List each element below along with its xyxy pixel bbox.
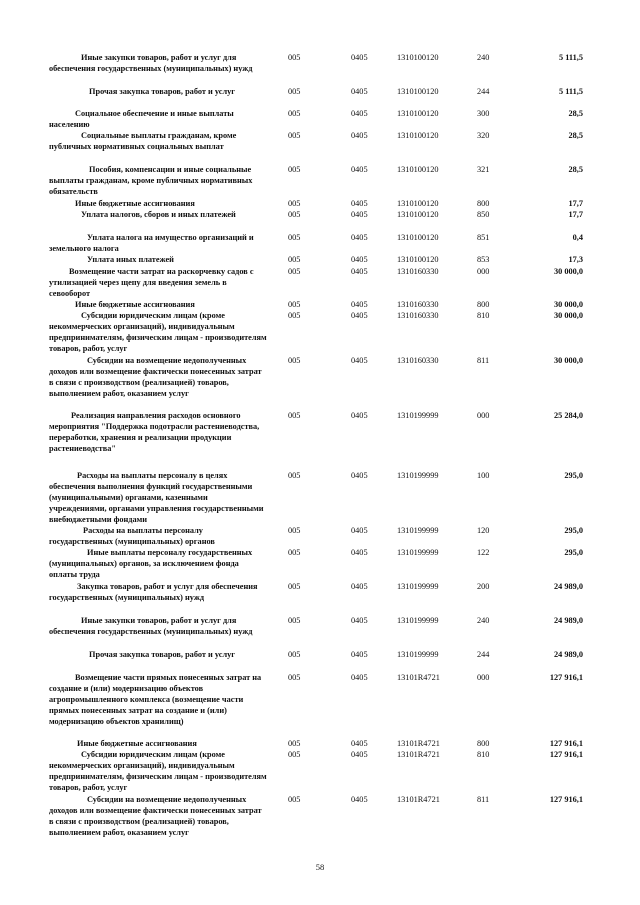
row-name: Социальное обеспечение и иные выплаты населению xyxy=(49,109,234,129)
row-amount: 5 111,5 xyxy=(559,87,583,96)
row-code-c3: 1310100120 xyxy=(397,199,439,208)
row-code-c4: 800 xyxy=(477,300,490,309)
row-code-c3: 1310100120 xyxy=(397,109,439,118)
row-code-c4: 000 xyxy=(477,267,490,276)
row-amount: 17,3 xyxy=(568,255,583,264)
row-code-c4: 122 xyxy=(477,548,490,557)
row-code-c1: 005 xyxy=(288,165,301,174)
row-code-c2: 0405 xyxy=(351,311,368,320)
row-code-c3: 13101R4721 xyxy=(397,739,440,748)
row-name: Возмещение части затрат на раскорчевку садов с утилизацией через щепу для введения земель в севооборот xyxy=(49,267,254,298)
row-code-c3: 13101R4721 xyxy=(397,673,440,682)
row-code-c1: 005 xyxy=(288,109,301,118)
row-code-c2: 0405 xyxy=(351,300,368,309)
row-code-c1: 005 xyxy=(288,233,301,242)
row-code-c1: 005 xyxy=(288,750,301,759)
row-code-c4: 811 xyxy=(477,356,490,365)
row-name: Иные бюджетные ассигнования xyxy=(75,199,195,208)
row-code-c2: 0405 xyxy=(351,356,368,365)
row-code-c3: 1310100120 xyxy=(397,53,439,62)
row-code-c3: 1310100120 xyxy=(397,255,439,264)
row-code-c1: 005 xyxy=(288,311,301,320)
row-code-c3: 1310160330 xyxy=(397,300,439,309)
row-code-c3: 1310199999 xyxy=(397,526,439,535)
row-name: Субсидии на возмещение недополученных доходов или возмещение фактически понесенных затрат в связи с производством (реализацией) товаров, выполнением работ, оказанием услуг xyxy=(49,795,262,837)
row-code-c2: 0405 xyxy=(351,267,368,276)
row-code-c1: 005 xyxy=(288,650,301,659)
row-amount: 295,0 xyxy=(564,526,583,535)
row-code-c3: 1310199999 xyxy=(397,616,439,625)
row-code-c3: 1310160330 xyxy=(397,356,439,365)
row-name: Уплата иных платежей xyxy=(87,255,174,264)
row-code-c2: 0405 xyxy=(351,673,368,682)
row-code-c3: 1310100120 xyxy=(397,233,439,242)
row-amount: 25 284,0 xyxy=(553,411,583,420)
row-code-c1: 005 xyxy=(288,411,301,420)
row-name: Иные бюджетные ассигнования xyxy=(75,300,195,309)
row-code-c1: 005 xyxy=(288,53,301,62)
row-code-c1: 005 xyxy=(288,131,301,140)
row-code-c4: 240 xyxy=(477,616,490,625)
row-code-c1: 005 xyxy=(288,616,301,625)
row-code-c1: 005 xyxy=(288,210,301,219)
row-amount: 24 989,0 xyxy=(553,582,583,591)
row-name: Расходы на выплаты персоналу государственных (муниципальных) органов xyxy=(49,526,215,546)
row-code-c1: 005 xyxy=(288,471,301,480)
row-name: Субсидии юридическим лицам (кроме некоммерческих организаций), индивидуальным предпринимателям, физическим лицам - производителям товаров, работ, услуг xyxy=(49,750,267,792)
row-name: Субсидии на возмещение недополученных доходов или возмещение фактически понесенных затрат в связи с производством (реализацией) товаров, выполнением работ, оказанием услуг xyxy=(49,356,262,398)
row-code-c4: 811 xyxy=(477,795,490,804)
row-code-c1: 005 xyxy=(288,795,301,804)
row-code-c2: 0405 xyxy=(351,582,368,591)
row-code-c3: 1310100120 xyxy=(397,131,439,140)
row-amount: 127 916,1 xyxy=(549,739,583,748)
row-code-c1: 005 xyxy=(288,87,301,96)
row-code-c1: 005 xyxy=(288,548,301,557)
row-code-c1: 005 xyxy=(288,255,301,264)
row-code-c4: 810 xyxy=(477,311,490,320)
row-amount: 0,4 xyxy=(572,233,583,242)
row-code-c3: 1310100120 xyxy=(397,87,439,96)
row-code-c4: 321 xyxy=(477,165,490,174)
row-amount: 30 000,0 xyxy=(553,356,583,365)
row-code-c4: 100 xyxy=(477,471,490,480)
row-code-c4: 000 xyxy=(477,411,490,420)
row-code-c3: 13101R4721 xyxy=(397,750,440,759)
row-name: Иные бюджетные ассигнования xyxy=(77,739,197,748)
row-code-c2: 0405 xyxy=(351,526,368,535)
row-code-c2: 0405 xyxy=(351,199,368,208)
row-amount: 28,5 xyxy=(568,165,583,174)
row-code-c1: 005 xyxy=(288,199,301,208)
row-name: Уплата налога на имущество организаций и земельного налога xyxy=(49,233,254,253)
row-code-c2: 0405 xyxy=(351,650,368,659)
row-code-c3: 1310199999 xyxy=(397,548,439,557)
row-code-c2: 0405 xyxy=(351,548,368,557)
row-code-c3: 1310199999 xyxy=(397,411,439,420)
row-amount: 127 916,1 xyxy=(549,673,583,682)
row-code-c1: 005 xyxy=(288,267,301,276)
row-code-c2: 0405 xyxy=(351,255,368,264)
row-code-c2: 0405 xyxy=(351,165,368,174)
row-amount: 295,0 xyxy=(564,548,583,557)
row-amount: 127 916,1 xyxy=(549,795,583,804)
row-code-c2: 0405 xyxy=(351,411,368,420)
row-code-c4: 320 xyxy=(477,131,490,140)
row-code-c4: 810 xyxy=(477,750,490,759)
row-name: Реализация направления расходов основного мероприятия "Поддержка подотрасли растениеводства, переработки, хранения и реализации продукции растениеводства" xyxy=(49,411,260,453)
row-name: Прочая закупка товаров, работ и услуг xyxy=(89,87,236,96)
row-name: Возмещение части прямых понесенных затрат на создание и (или) модернизацию объектов агропромышленного комплекса (возмещение части прямых понесенных затрат на создание и (или) модернизацию объектов хранилищ) xyxy=(49,673,262,726)
row-code-c4: 200 xyxy=(477,582,490,591)
row-code-c4: 300 xyxy=(477,109,490,118)
row-code-c2: 0405 xyxy=(351,109,368,118)
row-amount: 28,5 xyxy=(568,109,583,118)
row-code-c3: 1310100120 xyxy=(397,165,439,174)
row-code-c2: 0405 xyxy=(351,53,368,62)
row-code-c4: 850 xyxy=(477,210,490,219)
row-amount: 17,7 xyxy=(568,210,583,219)
row-name: Иные закупки товаров, работ и услуг для обеспечения государственных (муниципальных) нужд xyxy=(49,616,253,636)
row-code-c4: 120 xyxy=(477,526,490,535)
row-amount: 24 989,0 xyxy=(553,650,583,659)
row-code-c4: 244 xyxy=(477,650,490,659)
row-code-c3: 1310199999 xyxy=(397,582,439,591)
page-number: 58 xyxy=(315,862,325,872)
row-code-c3: 1310160330 xyxy=(397,311,439,320)
row-code-c4: 800 xyxy=(477,739,490,748)
row-code-c1: 005 xyxy=(288,673,301,682)
row-amount: 28,5 xyxy=(568,131,583,140)
row-code-c1: 005 xyxy=(288,526,301,535)
row-name: Иные закупки товаров, работ и услуг для обеспечения государственных (муниципальных) нужд xyxy=(49,53,253,73)
row-code-c4: 800 xyxy=(477,199,490,208)
row-amount: 17,7 xyxy=(568,199,583,208)
row-amount: 30 000,0 xyxy=(553,300,583,309)
row-amount: 30 000,0 xyxy=(553,267,583,276)
row-code-c2: 0405 xyxy=(351,131,368,140)
row-name: Социальные выплаты гражданам, кроме публичных нормативных социальных выплат xyxy=(49,131,237,151)
row-name: Закупка товаров, работ и услуг для обеспечения государственных (муниципальных) нужд xyxy=(49,582,258,602)
row-amount: 30 000,0 xyxy=(553,311,583,320)
row-code-c2: 0405 xyxy=(351,750,368,759)
row-name: Уплата налогов, сборов и иных платежей xyxy=(81,210,236,219)
row-name: Расходы на выплаты персоналу в целях обеспечения выполнения функций государственными (муниципальными) органами, казенными учреждениями, органами управления государственными внебюджетными фондами xyxy=(49,471,264,524)
row-code-c1: 005 xyxy=(288,300,301,309)
row-code-c2: 0405 xyxy=(351,616,368,625)
row-code-c1: 005 xyxy=(288,582,301,591)
row-code-c2: 0405 xyxy=(351,210,368,219)
row-code-c3: 1310100120 xyxy=(397,210,439,219)
row-name: Иные выплаты персоналу государственных (муниципальных) органов, за исключением фонда оплаты труда xyxy=(49,548,253,579)
row-amount: 24 989,0 xyxy=(553,616,583,625)
row-code-c4: 853 xyxy=(477,255,490,264)
row-code-c2: 0405 xyxy=(351,795,368,804)
row-code-c1: 005 xyxy=(288,356,301,365)
row-code-c4: 851 xyxy=(477,233,490,242)
row-code-c3: 1310199999 xyxy=(397,471,439,480)
row-code-c4: 244 xyxy=(477,87,490,96)
row-code-c3: 1310199999 xyxy=(397,650,439,659)
row-code-c3: 1310160330 xyxy=(397,267,439,276)
row-code-c2: 0405 xyxy=(351,233,368,242)
row-name: Субсидии юридическим лицам (кроме некоммерческих организаций), индивидуальным предпринимателям, физическим лицам - производителям товаров, работ, услуг xyxy=(49,311,267,353)
row-code-c2: 0405 xyxy=(351,87,368,96)
row-code-c3: 13101R4721 xyxy=(397,795,440,804)
row-code-c4: 240 xyxy=(477,53,490,62)
row-name: Прочая закупка товаров, работ и услуг xyxy=(89,650,236,659)
row-amount: 127 916,1 xyxy=(549,750,583,759)
row-code-c1: 005 xyxy=(288,739,301,748)
row-amount: 295,0 xyxy=(564,471,583,480)
row-amount: 5 111,5 xyxy=(559,53,583,62)
row-code-c2: 0405 xyxy=(351,471,368,480)
row-name: Пособия, компенсации и иные социальные выплаты гражданам, кроме публичных нормативных обязательств xyxy=(49,165,253,196)
row-code-c2: 0405 xyxy=(351,739,368,748)
row-code-c4: 000 xyxy=(477,673,490,682)
